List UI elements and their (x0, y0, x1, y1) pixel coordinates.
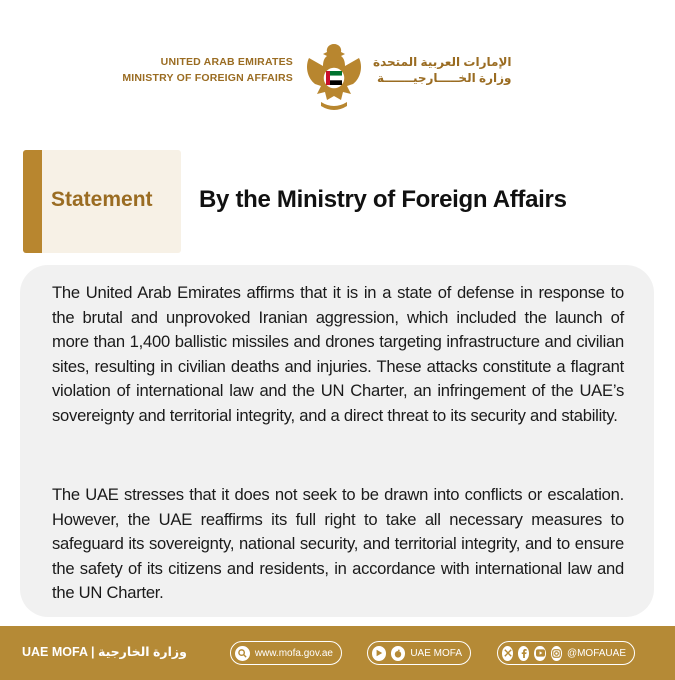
apps-label: UAE MOFA (410, 647, 462, 659)
page-header (0, 40, 675, 120)
footer-brand (22, 644, 187, 659)
website-url: www.mofa.gov.ae (254, 647, 333, 659)
org-name-en-line2: MINISTRY OF FOREIGN AFFAIRS (122, 72, 293, 84)
footer-brand-ar: وزارة الخارجية (97, 645, 187, 659)
statement-title: By the Ministry of Foreign Affairs (199, 186, 567, 213)
page-footer (0, 626, 675, 680)
footer-separator: | (91, 645, 95, 659)
facebook-icon (518, 646, 529, 661)
footer-brand-en: UAE MOFA (22, 645, 88, 659)
apple-icon (391, 646, 405, 661)
website-link[interactable] (230, 641, 342, 665)
statement-paragraph-1: The United Arab Emirates affirms that it is in a state of defense in response to the brutal and unprovoked Iranian aggression, which included the launch of more than 1,400 ballistic missiles and drones targeting infrastructure and civilian sites, resulting in civilian deaths and injuries. These attacks constitute a flagrant violation of international law and the UN Charter, an infringement of the UAE’s sovereignty and territorial integrity, and a direct threat to its security and stability. (52, 283, 624, 425)
youtube-icon (534, 646, 545, 661)
instagram-icon (551, 646, 562, 661)
social-handle: @MOFAUAE (566, 647, 626, 659)
statement-paragraph-2: The UAE stresses that it does not seek to be drawn into conflicts or escalation. However, the UAE reaffirms its full right to take all necessary measures to safeguard its sovereignty, national security, and territorial integrity, and to ensure the safety of its citizens and residents, in accordance with international law and the UN Charter. (52, 485, 624, 603)
statement-label: Statement (51, 188, 153, 211)
org-name-english (122, 54, 293, 86)
app-store-links[interactable] (367, 641, 471, 665)
org-name-ar-line2: وزارة الخـــــارجيـــــــة (376, 71, 512, 85)
x-icon (502, 646, 513, 661)
org-name-arabic (373, 54, 512, 86)
google-play-icon (372, 646, 386, 661)
search-icon (235, 646, 250, 661)
org-name-ar-line1: الإمارات العربية المتحدة (373, 55, 512, 69)
org-name-en-line1: UNITED ARAB EMIRATES (160, 56, 293, 68)
uae-falcon-emblem-icon (303, 40, 365, 118)
statement-accent-bar (23, 150, 42, 253)
social-links[interactable] (497, 641, 635, 665)
